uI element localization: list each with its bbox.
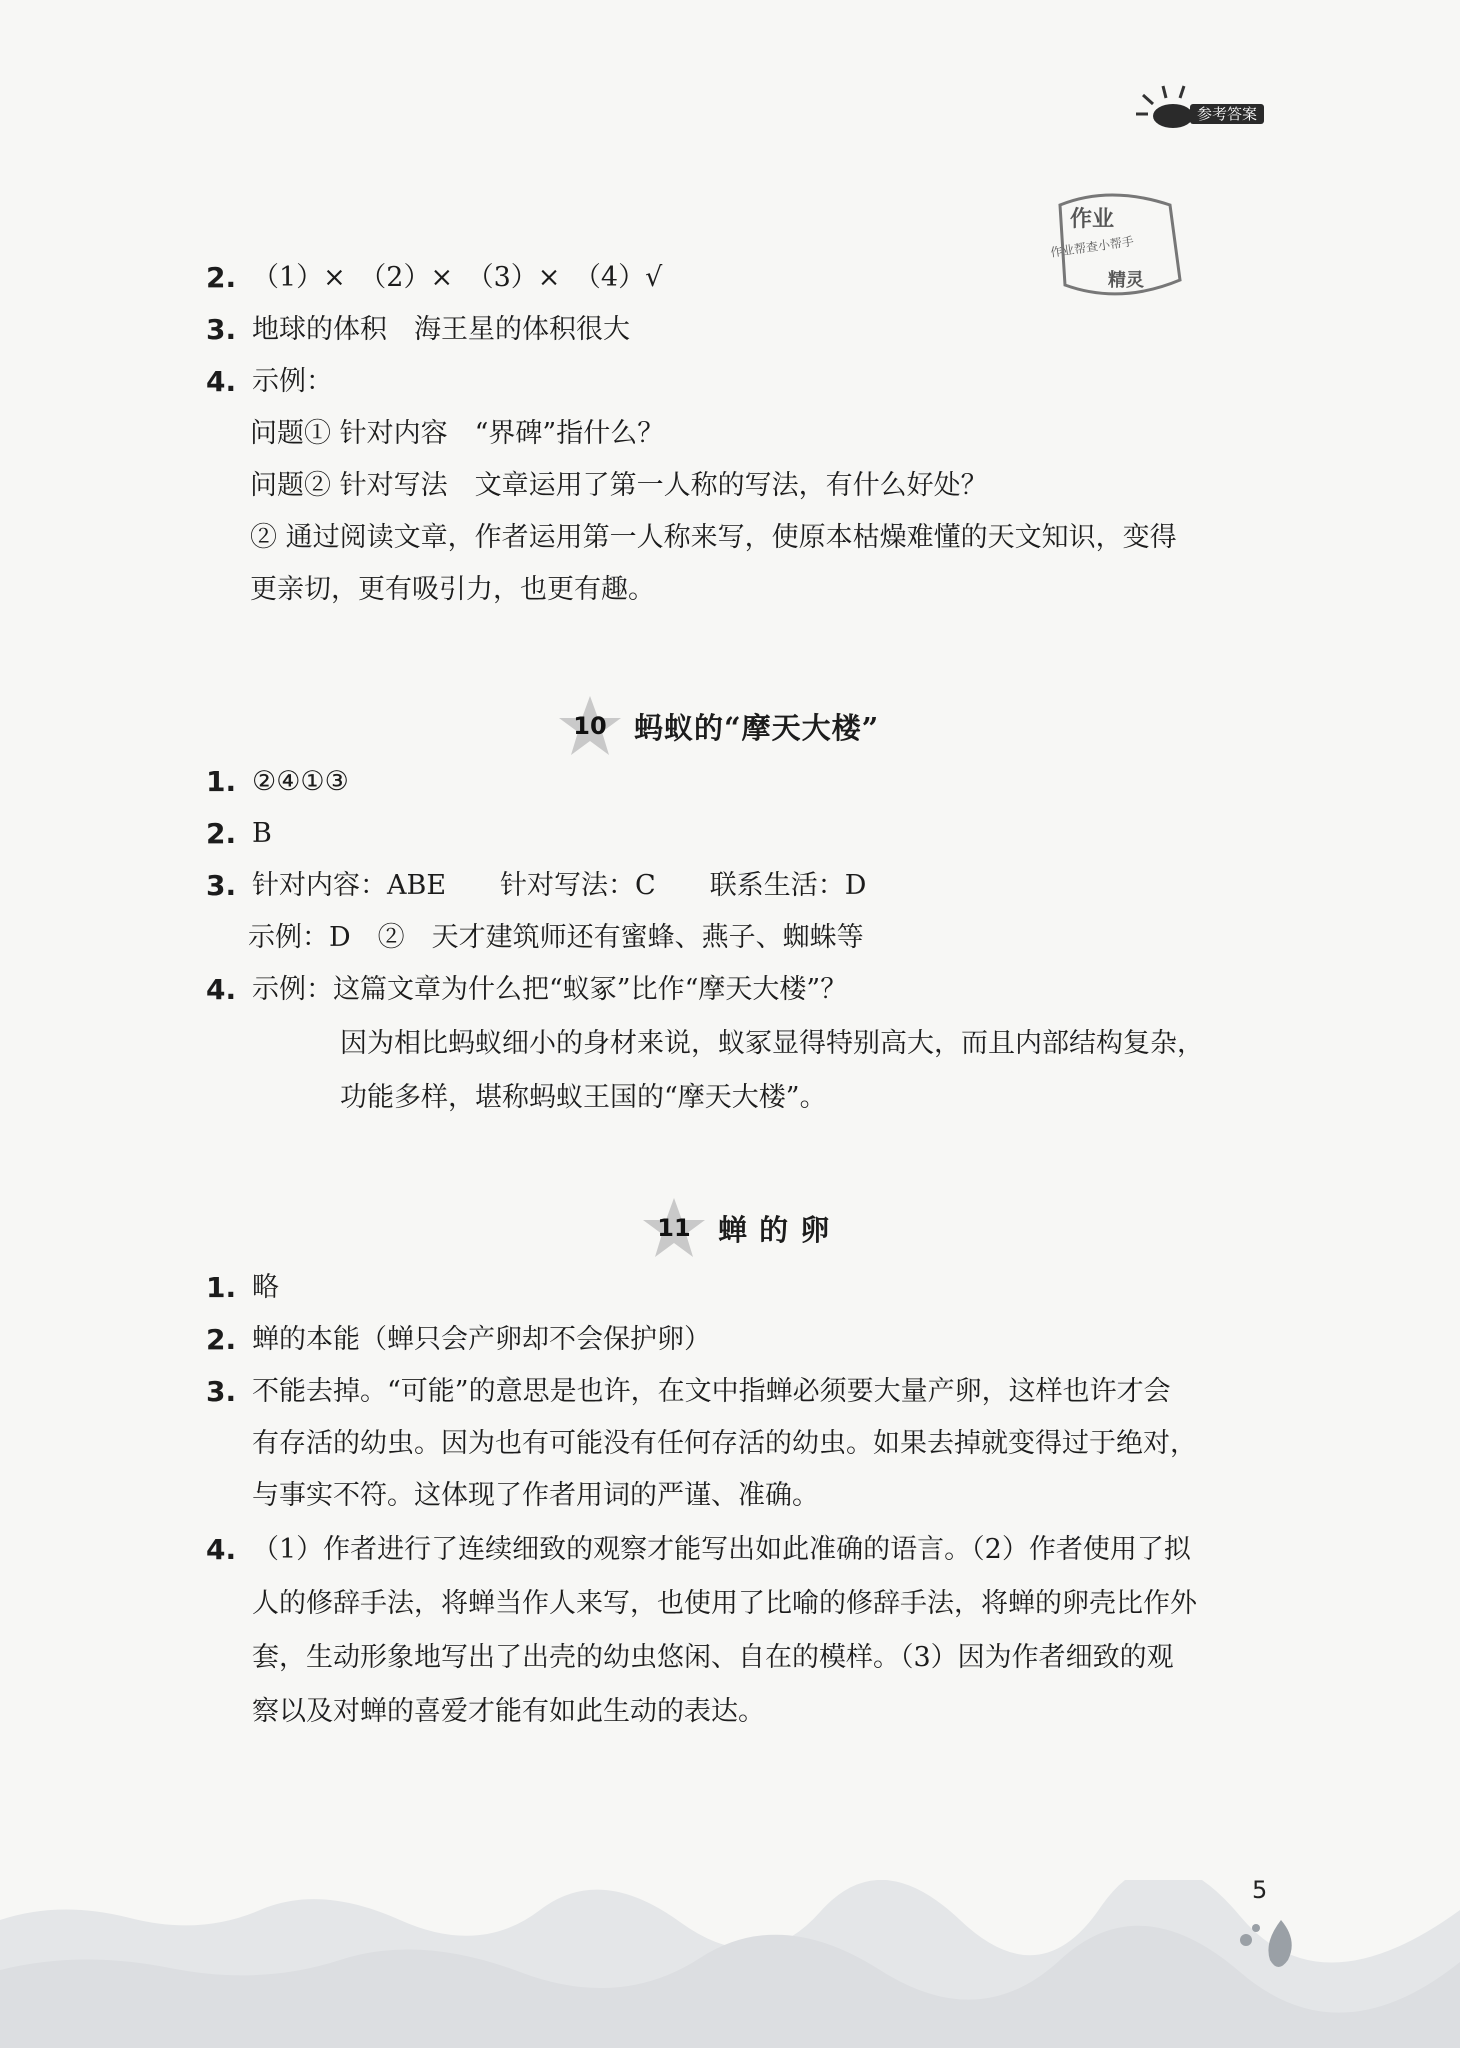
stamp-bottom-text: 精灵 (1108, 270, 1144, 291)
answer-subline: 更亲切，更有吸引力，也更有趣。 (250, 574, 655, 605)
item-number: 4. (206, 1533, 237, 1566)
answer-subline: ② 通过阅读文章，作者运用第一人称来写，使原本枯燥难懂的天文知识，变得 (250, 522, 1177, 553)
answer-text: 地球的体积 海王星的体积很大 (252, 314, 630, 345)
item-number: 2. (206, 261, 237, 294)
header-badge (1128, 80, 1278, 130)
page-number: 5 (1252, 1876, 1268, 1904)
item-number: 2. (206, 1323, 237, 1356)
answer-text: B (252, 818, 272, 849)
answer-subline: 套，生动形象地写出了出壳的幼虫悠闲、自在的模样。（3）因为作者细致的观 (252, 1642, 1174, 1673)
answer-subline: 问题① 针对内容 “界碑”指什么？ (250, 418, 665, 449)
answer-text: （1）× （2）× （3）× （4）√ (252, 262, 663, 293)
answer-subline: 察以及对蝉的喜爱才能有如此生动的表达。 (252, 1696, 765, 1727)
answer-subline: 与事实不符。这体现了作者用词的严谨、准确。 (252, 1480, 819, 1511)
item-number: 3. (206, 313, 237, 346)
stamp-middle-text: 作业帮查小帮手 (1049, 234, 1135, 260)
answer-subline: 问题② 针对写法 文章运用了第一人称的写法，有什么好处？ (250, 470, 988, 501)
section11-heading (642, 1196, 942, 1266)
answer-subline: 因为相比蚂蚁细小的身材来说，蚁冢显得特别高大，而且内部结构复杂， (340, 1028, 1204, 1059)
stamp-top-text: 作业 (1070, 207, 1115, 232)
answer-text: ②④①③ (252, 766, 349, 797)
answer-subline: 示例：D ② 天才建筑师还有蜜蜂、燕子、蜘蛛等 (248, 922, 864, 953)
item-number: 3. (206, 1375, 237, 1408)
item-number: 1. (206, 765, 237, 798)
section-number: 10 (573, 712, 607, 740)
answer-subline: 有存活的幼虫。因为也有可能没有任何存活的幼虫。如果去掉就变得过于绝对， (252, 1428, 1197, 1459)
answer-subline: 功能多样，堪称蚂蚁王国的“摩天大楼”。 (340, 1082, 827, 1113)
item-number: 3. (206, 869, 237, 902)
section-number: 11 (657, 1214, 691, 1242)
answer-text: 不能去掉。“可能”的意思是也许，在文中指蝉必须要大量产卵，这样也许才会 (252, 1376, 1171, 1407)
sun-icon (1128, 80, 1198, 130)
answer-text: 示例： (252, 366, 333, 397)
homework-stamp (1040, 180, 1190, 310)
item-number: 4. (206, 365, 237, 398)
section-title: 蚂蚁的“摩天大楼” (634, 711, 880, 745)
answer-text: 略 (252, 1272, 279, 1303)
droplet-icon (1226, 1910, 1316, 1980)
answer-text: 蝉的本能（蝉只会产卵却不会保护卵） (252, 1324, 711, 1355)
item-number: 1. (206, 1271, 237, 1304)
answer-text: （1）作者进行了连续细致的观察才能写出如此准确的语言。（2）作者使用了拟 (252, 1534, 1191, 1565)
item-number: 2. (206, 817, 237, 850)
answer-text: 针对内容：ABE 针对写法：C 联系生活：D (252, 870, 867, 901)
item-number: 4. (206, 973, 237, 1006)
answer-text: 示例：这篇文章为什么把“蚁冢”比作“摩天大楼”？ (252, 974, 848, 1005)
answer-badge-label: 参考答案 (1190, 104, 1264, 124)
answer-subline: 人的修辞手法，将蝉当作人来写，也使用了比喻的修辞手法，将蝉的卵壳比作外 (252, 1588, 1197, 1619)
section10-heading (558, 694, 958, 764)
section-title: 蝉 的 卵 (718, 1213, 831, 1247)
